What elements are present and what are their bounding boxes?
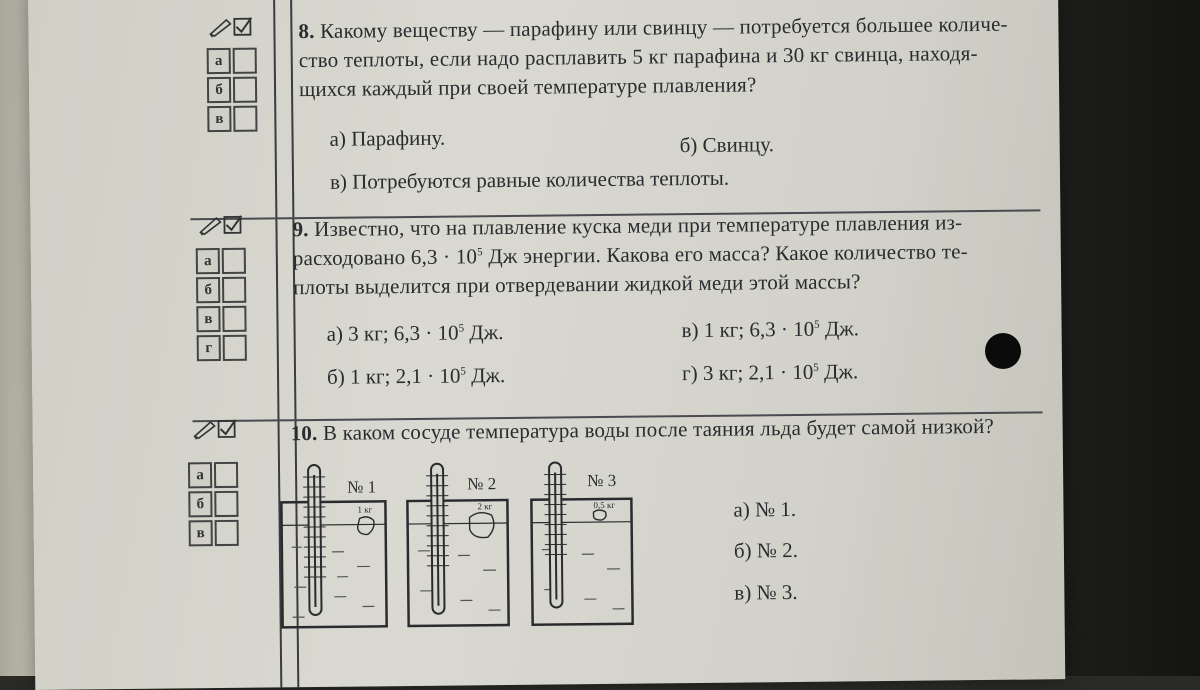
q10-box-a-input[interactable] (214, 462, 238, 488)
vessel-3-label: № 3 (587, 471, 616, 490)
q9-box-b-input[interactable] (222, 277, 246, 303)
q8-answer-a: а) Парафину. (329, 126, 445, 152)
q10-box-b-input[interactable] (214, 491, 238, 517)
q9-box-a-input[interactable] (222, 248, 246, 274)
q9-answer-a: а) 3 кг; $6,3 \cdot 10^5$ Дж. (326, 320, 503, 347)
q8-box-letter-c: в (207, 106, 231, 132)
q9-box-c-input[interactable] (222, 306, 246, 332)
vessel-2 (407, 463, 509, 626)
q9-number: 9. (292, 217, 308, 241)
ice-piece-1 (358, 517, 375, 535)
vessel-1-mass: 1 кг (357, 504, 372, 514)
q9-answer-boxes (196, 248, 247, 365)
q10-pencil-check-icon (192, 418, 238, 446)
vessel-3-mass: 0,5 кг (593, 500, 615, 510)
q9-text (292, 208, 968, 302)
q9-line1: Известно, что на плавление куска меди при температуре плавления из- (314, 210, 962, 241)
q10-box-c-input[interactable] (215, 520, 239, 546)
hole-punch-dot (985, 333, 1021, 369)
q10-box-letter-a: а (188, 462, 212, 488)
q10-answer-a: а) № 1. (733, 497, 796, 523)
q8-line1: Какому веществу — парафину или свинцу — потребуется большее количе- (320, 12, 1008, 43)
q8-text (298, 10, 1008, 104)
q8-answer-boxes (207, 48, 258, 136)
q8-pencil-check-icon (208, 16, 254, 44)
vessel-2-label: № 2 (467, 474, 496, 493)
q10-answer-boxes (188, 462, 239, 550)
q8-answer-b: б) Свинцу. (680, 132, 774, 158)
q9-line3: плоты выделится при отвердевании жидкой меди этой массы? (293, 266, 968, 302)
vessel-3 (531, 462, 633, 625)
q10-line1: В каком сосуде температура воды после таяния льда будет самой низкой? (323, 414, 994, 445)
q8-box-letter-b: б (207, 77, 231, 103)
q9-line2-exp: 5 (477, 246, 483, 258)
q10-box-letter-b: б (188, 491, 212, 517)
q9-box-letter-b: б (196, 277, 220, 303)
vessel-2-mass: 2 кг (477, 501, 492, 511)
q9-box-letter-c: в (196, 306, 220, 332)
q10-answer-c: в) № 3. (734, 580, 797, 606)
ice-piece-3 (593, 510, 606, 520)
q9-pencil-check-icon (198, 214, 244, 242)
q9-line2-pre: расходовано 6,3 · 10 (293, 244, 478, 270)
q8-answer-c: в) Потребуются равные количества теплоты. (330, 166, 729, 195)
q9-answer-b: б) 1 кг; $2,1 \cdot 10^5$ Дж. (327, 363, 505, 390)
q8-box-a-input[interactable] (233, 48, 257, 74)
q10-box-letter-c: в (189, 520, 213, 546)
worksheet-page (28, 0, 1065, 690)
q9-answer-d: г) 3 кг; $2,1 \cdot 10^5$ Дж. (682, 359, 858, 386)
q9-box-letter-a: а (196, 248, 220, 274)
q9-line2-post: Дж энергии. Какова его масса? Какое количество те- (483, 239, 968, 268)
q9-answer-c: в) 1 кг; $6,3 \cdot 10^5$ Дж. (681, 316, 859, 343)
q10-text (291, 412, 995, 448)
vessels-figure (271, 454, 653, 648)
vessel-1 (281, 464, 387, 627)
q10-answer-b: б) № 2. (734, 538, 798, 564)
q8-box-letter-a: а (207, 48, 231, 74)
q8-line2: ство теплоты, если надо расплавить 5 кг парафина и 30 кг свинца, находя- (299, 39, 1009, 75)
q8-box-c-input[interactable] (233, 106, 257, 132)
q10-number: 10. (291, 421, 318, 445)
vessel-1-label: № 1 (347, 477, 376, 496)
q9-box-letter-d: г (197, 335, 221, 361)
q8-line3: щихся каждый при своей температуре плавления? (299, 68, 1009, 104)
q8-number: 8. (298, 19, 314, 43)
ice-piece-2 (469, 513, 494, 538)
q8-box-b-input[interactable] (233, 77, 257, 103)
q9-box-d-input[interactable] (223, 335, 247, 361)
